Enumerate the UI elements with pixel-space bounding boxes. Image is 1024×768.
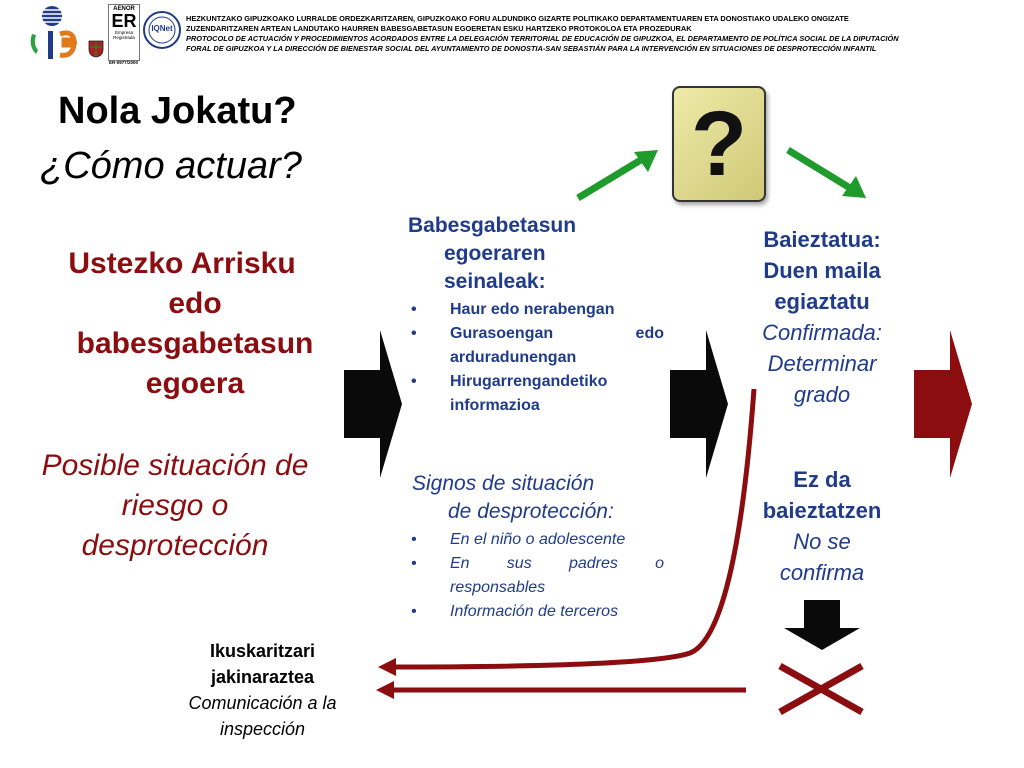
aenor-certificate-logo: AENOR ER Empresa Registrada: [108, 4, 140, 61]
logo-ie: [28, 4, 82, 62]
list-item: • Información de terceros: [408, 600, 664, 624]
signs-es-heading: Signos de situación de desprotección:: [412, 472, 614, 523]
list-item: • Haur edo nerabengan: [408, 298, 664, 322]
certificate-code: ER-0977/2000: [109, 60, 139, 65]
list-item: • En el niño o adolescente: [408, 528, 664, 552]
green-arrow-up-icon: [572, 146, 664, 204]
question-box: [672, 86, 766, 202]
inspection-block: Ikuskaritzari jakinaraztea Comunicación a la inspección: [188, 641, 337, 739]
list-item: • Hirugarrengandetiko informazioa: [408, 370, 664, 418]
situation-es: Posible situación de riesgo o desprotección: [41, 449, 309, 562]
header-line-4: FORAL DE GIPUZKOA Y LA DIRECCIÓN DE BIENESTAR SOCIAL DEL AYUNTAMIENTO DE DONOSTIA-SAN SEBASTIÁN PARA LA INTERVENCIÓN EN SITUACIONES DE DESPROTECCIÓN INFANTIL: [186, 44, 877, 53]
red-curve-arrow-icon: [370, 385, 770, 715]
iqnet-logo: IQNet: [142, 10, 182, 50]
situation-eu: Ustezko Arrisku edo babesgabetasun egoera: [68, 247, 314, 400]
basque-government-icon: [88, 40, 104, 58]
green-arrow-down-icon: [784, 144, 874, 202]
signs-eu-heading: Babesgabetasun egoeraren seinaleak:: [408, 214, 577, 293]
not-confirmed-block: Ez da baieztatzen No se confirma: [762, 467, 882, 585]
page-subtitle: ¿Cómo actuar?: [40, 145, 302, 187]
header-line-2: ZUZENDARITZAREN ARTEAN LANDUTAKO HAURREN BABESGABETASUN EGOERETAN ESKU HARTZEKO PROTOKOLOA ETA PROZEDURAK: [186, 24, 692, 33]
black-down-arrow-icon: [782, 600, 862, 652]
list-item: • Gurasoengan edo arduradunengan: [408, 322, 664, 370]
header-text: [186, 14, 1016, 54]
list-item: • En sus padres o responsables: [408, 552, 664, 600]
page-title: Nola Jokatu?: [58, 90, 297, 132]
red-arrow-icon: [912, 330, 974, 478]
red-cross-icon: [774, 660, 868, 718]
question-mark-icon: ?: [690, 93, 748, 195]
header-line-3: PROTOCOLO DE ACTUACIÓN Y PROCEDIMIENTOS ACORDADOS ENTRE LA DELEGACIÓN TERRITORIAL DE EDUCACIÓN DE GIPUZKOA, EL DEPARTAMENTO DE POLÍTICA SOCIAL DE LA DIPUTACIÓN: [186, 34, 899, 43]
confirmed-block: Baieztatua: Duen maila egiaztatu Confirmada: Determinar grado: [762, 227, 882, 407]
header-line-1: HEZKUNTZAKO GIPUZKOAKO LURRALDE ORDEZKARITZAREN, GIPUZKOAKO FORU ALDUNDIKO GIZARTE POLITIKAKO DEPARTAMENTUAREN ETA DONOSTIAKO UDALEKO ONGIZATE: [186, 14, 849, 23]
